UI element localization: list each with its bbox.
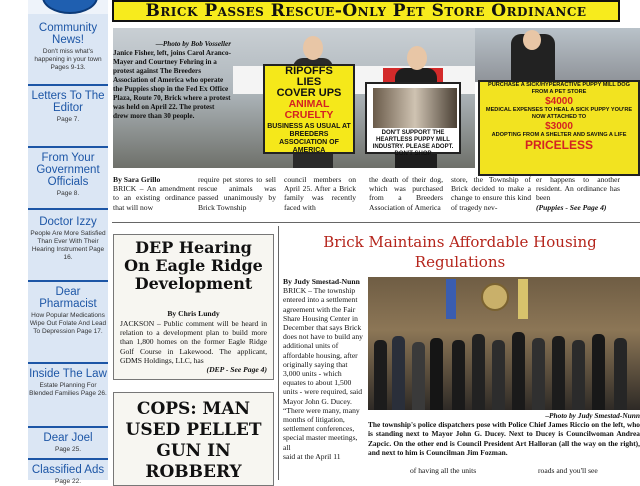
sidebar-divider	[28, 280, 108, 282]
person-figure	[430, 338, 443, 410]
lead-photo-caption	[113, 40, 231, 121]
article-text: require pet stores to sell rescue animals was passed unanimously by Brick Township	[198, 175, 276, 212]
sidebar-item-dear-joel[interactable]	[28, 432, 108, 454]
sidebar-item-title: Letters To The Editor	[31, 90, 105, 114]
housing-col-2	[410, 466, 500, 475]
dep-byline-wrap	[120, 309, 267, 318]
sidebar-divider	[28, 458, 108, 460]
sidebar-item-subtitle: Page 8.	[56, 190, 80, 197]
byline: By Judy Smestad-Nunn	[283, 277, 360, 286]
sidebar-item-title: Inside The Law	[29, 368, 107, 380]
lead-article-col-4	[369, 175, 443, 212]
lead-headline[interactable]: Brick Passes Rescue-Only Pet Store Ordinance	[112, 0, 620, 22]
sidebar-item-dear-pharmacist[interactable]	[28, 286, 108, 336]
person-figure	[592, 334, 605, 410]
sidebar-item-inside-the-law[interactable]	[28, 368, 108, 398]
dog-photo	[373, 88, 457, 128]
sign-text: LIES	[296, 76, 322, 88]
housing-headline[interactable]: Brick Maintains Affordable Housing Regulations	[323, 233, 597, 271]
person-figure	[472, 334, 485, 410]
byline: By Sara Grillo	[113, 175, 161, 184]
housing-col-3	[538, 466, 628, 475]
column-divider	[278, 226, 279, 480]
article-text: the death of their dog, which was purchased from a Breeders Association of America	[369, 175, 443, 212]
sidebar-item-community-news[interactable]	[28, 22, 108, 72]
article-text: JACKSON – Public comment will be heard in relation to a development plan to build more than 1,800 homes on the former Eagle Ridge Golf Course in Lakewood. The applicant, GDMS Holdings, LLC, has	[120, 319, 267, 365]
sign-text: PRICELESS	[524, 138, 593, 152]
article-text: roads and you'll see	[538, 466, 598, 475]
lead-article-col-1	[113, 175, 195, 212]
sidebar-item-title: Dear Pharmacist	[39, 286, 97, 310]
article-text: BRICK – The township entered into a settlement agreement with the Fair Share Housing Center in December that says Brick does not have to build any additional units of affordable housing, after originally saying that 3,000 units - which equates to about 1,500 units - were required, said Mayor John G. Ducey. “There were many, many months of litigation, settlement conferences, special master meetings, all	[283, 286, 363, 452]
sign-text: BUSINESS AS USUAL AT BREEDERS ASSOCIATION OF AMERICA	[267, 123, 351, 154]
sidebar-item-letters[interactable]	[28, 90, 108, 124]
person-figure	[492, 340, 505, 410]
protester-face	[407, 46, 427, 70]
sign-text: DON'T SUPPORT THE HEARTLESS PUPPY MILL INDUSTRY. PLEASE ADOPT. DON'T SHOP	[372, 130, 454, 157]
sidebar-item-subtitle: Page 7.	[56, 116, 80, 123]
sidebar-item-subtitle: People Are More Satisfied Than Ever With Their Hearing Instrument Page 16.	[30, 230, 106, 261]
sign-text: $3000	[545, 121, 573, 132]
person-figure	[374, 340, 387, 410]
photo-caption: The township's police dispatchers pose with Police Chief James Riccio on the left, who is standing next to Mayor John G. Ducey. Next to Ducey is Councilwoman Andrea Zapcic. On the other end is Council President Art Halloran (all the way on the right), and next to him is Councilman Jim Fozman.	[368, 420, 640, 457]
lead-article-col-2	[198, 175, 276, 212]
protest-sign-adopt	[365, 82, 461, 157]
jump-line[interactable]: (Puppies - See Page 4)	[536, 202, 607, 212]
sidebar-item-title: Dear Joel	[43, 432, 93, 444]
sidebar-item-title: Classified Ads	[31, 464, 105, 476]
photo-credit: –Photo by Judy Smestad-Nunn	[545, 411, 640, 420]
sign-text: $4000	[545, 96, 573, 107]
sidebar-divider	[28, 146, 108, 148]
byline: By Chris Lundy	[167, 309, 220, 318]
lead-article-col-6	[536, 175, 620, 212]
person-figure	[532, 338, 545, 410]
lead-photo-right	[475, 28, 640, 82]
sign-text: PURCHASE A SICK/HYPERACTIVE PUPPY MILL DOG FROM A PET STORE	[487, 82, 631, 95]
council-photo	[368, 277, 640, 410]
sidebar-item-classified-ads[interactable]	[28, 464, 108, 486]
cops-headline[interactable]: COPS: MAN USED PELLET GUN IN ROBBERY	[125, 399, 262, 482]
article-text: store, the Township of Brick decided to make a change to ensure this kind of tragedy nev-	[451, 175, 531, 212]
person-figure	[392, 336, 405, 410]
sidebar-item-subtitle: Don't miss what's happening in your town Pages 9-13.	[34, 48, 102, 71]
sidebar-item-doctor-izzy[interactable]	[28, 216, 108, 262]
protest-sign-ripoffs	[263, 64, 355, 154]
sidebar-item-title: From Your Government Officials	[36, 152, 100, 188]
sign-text: COVER UPS	[276, 87, 342, 99]
person-figure	[452, 340, 465, 410]
sidebar-divider	[28, 208, 108, 210]
dep-hearing-box	[113, 234, 274, 380]
flag	[518, 279, 528, 319]
sidebar-item-government[interactable]	[28, 152, 108, 198]
person-figure	[412, 342, 425, 410]
section-divider	[112, 222, 640, 223]
housing-col-1	[283, 277, 363, 461]
jump-line[interactable]: (DEP - See Page 4)	[206, 365, 267, 375]
lead-photo	[113, 28, 475, 168]
sidebar-divider	[28, 426, 108, 428]
protest-sign-priceless	[478, 80, 640, 176]
person-figure	[614, 338, 627, 410]
sidebar-divider	[28, 362, 108, 364]
article-text: council members on April 25. After a Brick family was recently faced with	[284, 175, 356, 212]
dep-headline[interactable]: DEP Hearing On Eagle Ridge Development	[124, 238, 263, 293]
sidebar	[28, 0, 108, 485]
sidebar-item-subtitle: Page 25.	[54, 446, 82, 453]
lead-article-col-5	[451, 175, 531, 212]
dep-body	[120, 319, 267, 374]
person-figure	[552, 336, 565, 410]
sidebar-item-title: Doctor Izzy	[39, 216, 97, 228]
sidebar-item-subtitle: Page 22.	[54, 478, 82, 485]
article-text: of having all the units	[410, 466, 477, 475]
protester-face	[523, 30, 541, 50]
lead-article-col-3	[284, 175, 356, 212]
township-seal-icon	[481, 283, 509, 311]
cops-box	[113, 392, 274, 486]
article-text: BRICK – An amendment to an existing ordinance that will now	[113, 184, 195, 212]
photo-caption-text: Janice Fisher, left, joins Carol Aranco-Mayer and Courtney Fehring in a protest against The Breeders Association of America who operate the Puppies shop in the Fed Ex Office Plaza, Route 70, Brick where a protest was held on April 22. The protest drew more than 30 people.	[113, 49, 231, 120]
sign-text: ANIMAL CRUELTY	[284, 98, 334, 121]
sign-text: ADOPTING FROM A SHELTER AND SAVING A LIFE	[491, 132, 627, 138]
sidebar-item-subtitle: How Popular Medications Wipe Out Folate And Lead To Depression Page 17.	[29, 312, 107, 335]
sidebar-item-title: Community News!	[38, 22, 98, 46]
sign-text: MEDICAL EXPENSES TO HEAL A SICK PUPPY YOU'RE NOW ATTACHED TO	[485, 107, 633, 120]
flag	[446, 279, 456, 319]
article-text: er happens to another resident. An ordinance has been	[536, 175, 620, 203]
sidebar-divider	[28, 84, 108, 86]
person-figure	[572, 340, 585, 410]
sign-text: RIPOFFS	[285, 65, 333, 77]
article-text: said at the April 11	[283, 451, 341, 461]
sidebar-item-subtitle: Estate Planning For Blended Families Page 26.	[29, 382, 107, 397]
person-figure	[512, 332, 525, 410]
photo-credit: —Photo by Bob Vosseller	[155, 40, 231, 48]
protester-face	[303, 36, 323, 60]
